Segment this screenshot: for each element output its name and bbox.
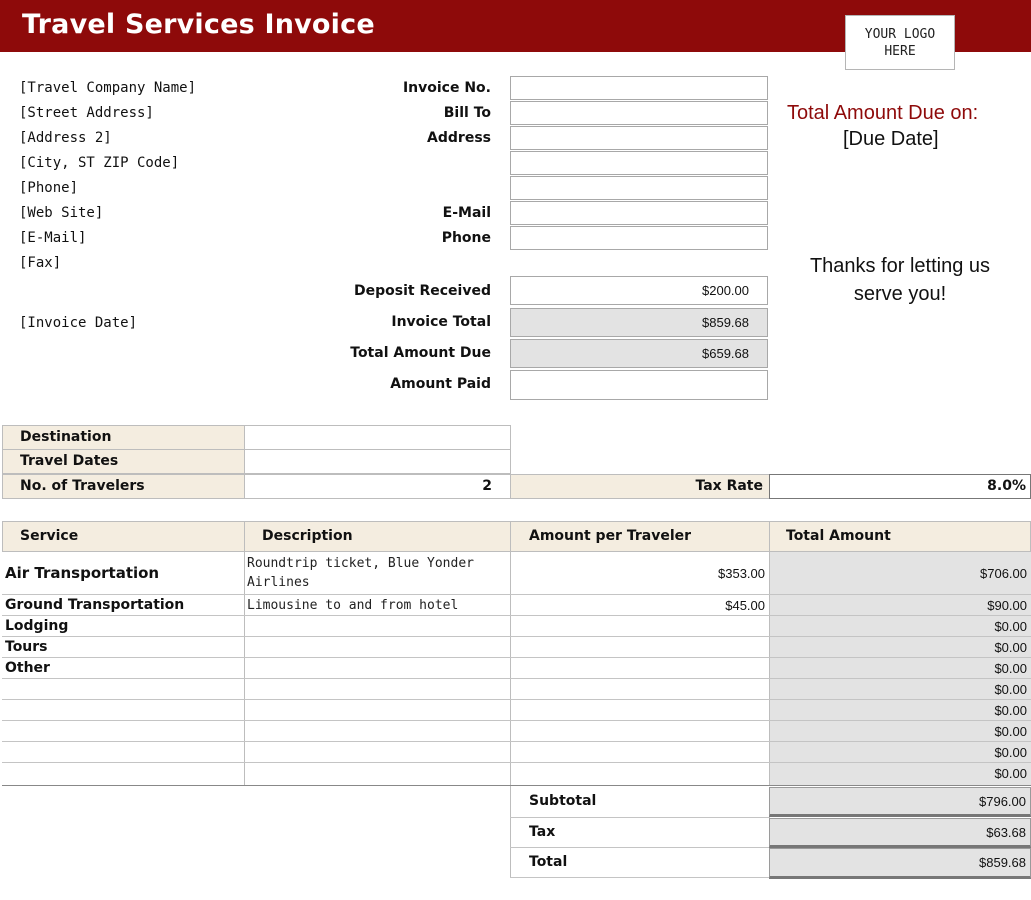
logo-placeholder[interactable]: [845, 15, 955, 70]
per-traveler-air[interactable]: $353.00: [718, 566, 765, 581]
total-row-8: $0.00: [994, 724, 1027, 739]
description-air[interactable]: [247, 554, 474, 592]
total-row-7: $0.00: [994, 703, 1027, 718]
bill-to-label: Bill To: [443, 105, 491, 121]
total-field: [769, 848, 1031, 879]
logo-text-line2: HERE: [884, 44, 916, 59]
invoice-total-label: Invoice Total: [391, 314, 491, 330]
company-street[interactable]: [Street Address]: [19, 105, 154, 121]
subtotal-value: $796.00: [979, 794, 1026, 809]
per-traveler-ground[interactable]: $45.00: [725, 598, 765, 613]
invoice-total-field: [510, 308, 768, 337]
invoice-no-field[interactable]: [510, 76, 768, 100]
tax-rate-label: Tax Rate: [510, 474, 770, 499]
company-address2[interactable]: [Address 2]: [19, 130, 112, 146]
address-field-3[interactable]: [510, 176, 768, 200]
invoice-title: Travel Services Invoice: [22, 9, 375, 40]
tax-label: Tax: [529, 824, 556, 840]
totals-left-border: [510, 786, 511, 878]
row-divider: [2, 636, 1031, 637]
deposit-label: Deposit Received: [354, 283, 491, 299]
description-ground[interactable]: Limousine to and from hotel: [247, 598, 459, 613]
destination-label: Destination: [2, 425, 245, 450]
header-service: Service: [2, 521, 245, 552]
total-air: $706.00: [980, 566, 1027, 581]
tax-rate-field[interactable]: 8.0%: [769, 474, 1031, 499]
row-divider: [2, 762, 1031, 763]
email-label: E-Mail: [442, 205, 491, 221]
tax-value: $63.68: [986, 825, 1026, 840]
company-email[interactable]: [E-Mail]: [19, 230, 87, 246]
totals-divider: [510, 817, 770, 818]
logo-text-line1: YOUR LOGO: [864, 27, 936, 42]
table-bottom-line: [2, 785, 1031, 786]
totals-divider: [510, 847, 770, 848]
total-ground: $90.00: [987, 598, 1027, 613]
total-other: $0.00: [994, 661, 1027, 676]
totals-divider: [510, 877, 770, 878]
company-phone[interactable]: [Phone]: [19, 180, 79, 196]
destination-field[interactable]: [244, 425, 511, 450]
company-website[interactable]: [Web Site]: [19, 205, 104, 221]
total-due-field: [510, 339, 768, 368]
col-divider-1: [244, 552, 245, 786]
row-divider: [2, 615, 1031, 616]
invoice-total-value: $859.68: [702, 315, 749, 330]
header-total-amount: Total Amount: [769, 521, 1031, 552]
travelers-field[interactable]: 2: [244, 474, 511, 499]
total-value: $859.68: [979, 855, 1026, 870]
subtotal-label: Subtotal: [529, 793, 597, 809]
total-row-9: $0.00: [994, 745, 1027, 760]
amount-paid-label: Amount Paid: [390, 376, 491, 392]
thanks-line1: Thanks for letting us: [809, 255, 991, 277]
bill-to-field[interactable]: [510, 101, 768, 125]
address-field-2[interactable]: [510, 151, 768, 175]
subtotal-field: [769, 787, 1031, 817]
row-divider: [2, 741, 1031, 742]
row-divider: [2, 678, 1031, 679]
invoice-date[interactable]: [Invoice Date]: [19, 315, 138, 331]
service-other[interactable]: Other: [5, 660, 50, 676]
travelers-label: No. of Travelers: [2, 474, 245, 499]
total-lodging: $0.00: [994, 619, 1027, 634]
due-date[interactable]: [Due Date]: [843, 128, 939, 150]
company-city[interactable]: [City, ST ZIP Code]: [19, 155, 180, 171]
description-air-line2: Airlines: [247, 575, 310, 590]
thanks-line2: serve you!: [853, 283, 947, 305]
row-divider: [2, 699, 1031, 700]
total-due-label: Total Amount Due: [350, 345, 491, 361]
amount-paid-field[interactable]: [510, 370, 768, 400]
travel-dates-field[interactable]: [244, 449, 511, 474]
phone-field[interactable]: [510, 226, 768, 250]
total-amount-column: [769, 552, 1031, 786]
col-divider-2: [510, 552, 511, 786]
deposit-field[interactable]: [510, 276, 768, 305]
invoice-no-label: Invoice No.: [402, 80, 491, 96]
due-title: Total Amount Due on:: [787, 102, 979, 124]
total-label: Total: [529, 854, 568, 870]
total-due-value: $659.68: [702, 346, 749, 361]
header-amount-per-traveler: Amount per Traveler: [510, 521, 770, 552]
travel-dates-label: Travel Dates: [2, 449, 245, 474]
header-description: Description: [244, 521, 511, 552]
row-divider: [2, 657, 1031, 658]
row-divider: [2, 720, 1031, 721]
thanks-message: [790, 252, 1010, 308]
row-divider: [2, 594, 1031, 595]
service-lodging[interactable]: Lodging: [5, 618, 69, 634]
description-air-line1: Roundtrip ticket, Blue Yonder: [247, 556, 474, 571]
company-fax[interactable]: [Fax]: [19, 255, 62, 271]
total-tours: $0.00: [994, 640, 1027, 655]
address-label: Address: [427, 130, 491, 146]
total-row-6: $0.00: [994, 682, 1027, 697]
address-field-1[interactable]: [510, 126, 768, 150]
service-air[interactable]: Air Transportation: [5, 564, 160, 582]
tax-field: [769, 818, 1031, 848]
service-ground[interactable]: Ground Transportation: [5, 597, 185, 613]
total-row-10: $0.00: [994, 766, 1027, 781]
service-tours[interactable]: Tours: [5, 639, 48, 655]
email-field[interactable]: [510, 201, 768, 225]
phone-label: Phone: [441, 230, 491, 246]
company-name[interactable]: [Travel Company Name]: [19, 80, 197, 96]
deposit-value: $200.00: [702, 283, 749, 298]
col-divider-3: [769, 552, 770, 786]
